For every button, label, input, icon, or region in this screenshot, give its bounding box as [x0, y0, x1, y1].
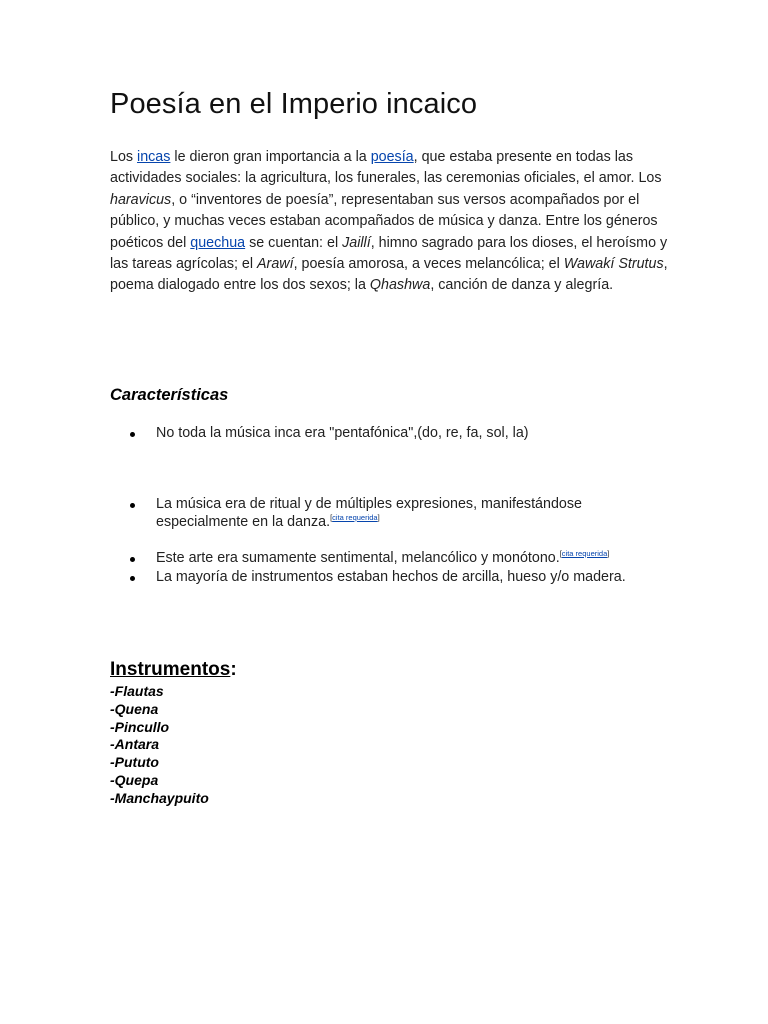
cite-bracket: ] — [607, 549, 610, 558]
bullet-dot — [130, 557, 135, 562]
list-item: -Manchaypuito — [110, 789, 209, 806]
intro-text: , himno sagrado para los dioses, el heroísmo y las tareas agrícolas; el — [110, 234, 668, 273]
bullet-dot — [130, 432, 135, 437]
term-jailli: Jaillí — [342, 234, 371, 251]
page-title: Poesía en el Imperio incaico — [110, 88, 478, 120]
intro-text: , poema dialogado entre los dos sexos; la — [110, 256, 668, 294]
intro-text: , o “inventores de poesía”, representaban sus versos acompañados por el público, y muchas veces estaban acompañados de música y danza. Entre los géneros poéticos del — [110, 191, 658, 251]
list-item-text — [156, 550, 654, 568]
list-item: -Pincullo — [110, 718, 170, 735]
link-incas[interactable]: incas — [137, 149, 171, 165]
cite-needed-link[interactable]: cita requerida — [561, 549, 608, 558]
intro-text: se cuentan: el — [245, 234, 343, 251]
citation-needed — [560, 549, 610, 558]
list-item: -Pututo — [110, 754, 159, 771]
cite-bracket: ] — [377, 512, 380, 522]
heading-colon: : — [230, 659, 237, 680]
intro-text: le dieron gran importancia a la — [170, 149, 371, 165]
list-item-label: Este arte era sumamente sentimental, melancólico y monótono. — [156, 550, 560, 566]
link-poesia[interactable]: poesía — [370, 149, 414, 165]
intro-text: , poesía amorosa, a veces melancólica; el — [293, 256, 564, 273]
term-haravicus: haravicus — [110, 191, 172, 208]
bullet-dot — [130, 503, 135, 508]
list-item: -Flautas — [110, 683, 164, 699]
list-item-text — [156, 496, 654, 531]
cite-bracket: [ — [330, 512, 333, 522]
cite-needed-link[interactable]: cita requerida — [332, 512, 378, 522]
list-item: -Quepa — [110, 771, 159, 788]
list-item-text: La mayoría de instrumentos estaban hechos de arcilla, hueso y/o madera. — [156, 569, 626, 585]
bullet-dot — [130, 576, 135, 581]
link-quechua[interactable]: quechua — [190, 234, 246, 251]
list-item: -Antara — [110, 736, 160, 753]
instrumentos-heading — [110, 659, 237, 681]
intro-text: Los — [110, 149, 138, 165]
list-item — [134, 496, 654, 531]
instrument-list — [110, 683, 209, 808]
intro-paragraph — [110, 147, 670, 297]
instrumentos-heading-text: Instrumentos — [110, 659, 231, 680]
term-arawi: Arawí — [257, 256, 294, 273]
term-wawaki-strutus: Wawakí Strutus — [563, 256, 664, 273]
list-item — [134, 569, 654, 587]
list-item — [134, 550, 654, 568]
cite-bracket: [ — [559, 549, 562, 558]
list-item: -Quena — [110, 700, 159, 717]
intro-text: , que estaba presente en todas las actividades sociales: la agricultura, los funerales, las ceremonias oficiales, el amor. Los — [110, 149, 662, 187]
list-item — [134, 425, 654, 443]
citation-needed — [330, 513, 380, 522]
caracteristicas-heading: Características — [110, 386, 229, 404]
intro-text: , canción de danza y alegría. — [430, 277, 614, 294]
list-item-text: No toda la música inca era "pentafónica",(do, re, fa, sol, la) — [156, 425, 529, 441]
term-qhashwa: Qhashwa — [369, 277, 431, 294]
list-item-label: La música era de ritual y de múltiples expresiones, manifestándose especialmente en la danza. — [156, 496, 582, 530]
